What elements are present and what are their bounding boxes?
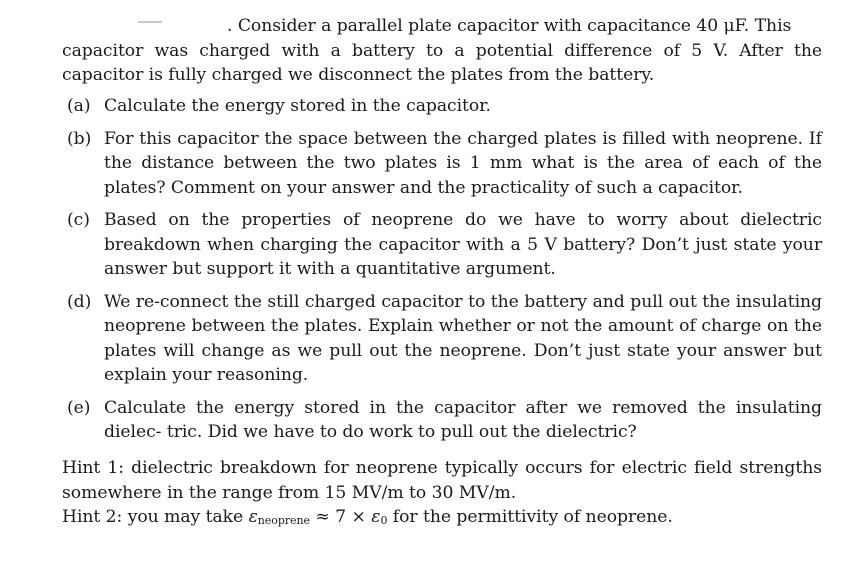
epsilon-symbol: ε: [248, 507, 258, 527]
part-c: [62, 208, 822, 282]
hint-2-prefix: Hint 2: you may take: [62, 507, 249, 527]
part-label: (d): [67, 291, 92, 312]
hint-1: Hint 1: dielectric breakdown for neoprene typically occurs for electric field strengths somewhere in the range from 15 MV/m to 30 MV/m.: [62, 458, 822, 503]
hint-2: [62, 505, 822, 532]
part-label: (a): [67, 96, 91, 116]
intro-body: capacitor was charged with a battery to a potential difference of 5 V. After the capacitor is fully charged we disconnect the plates from the battery.: [62, 40, 822, 85]
epsilon-subscript-neoprene: neoprene: [257, 514, 310, 527]
part-text: For this capacitor the space between the charged plates is filled with neoprene. If the distance between the two plates is 1 mm what is the area of each of the plates? Comment on your answer and the practicality of such a capacitor.: [104, 128, 822, 198]
part-text: We re-connect the still charged capacitor to the battery and pull out the insulating neoprene between the plates. Explain whether or not the amount of charge on the plates will change as we pull out the neoprene. Don’t just state your answer but explain your reasoning.: [104, 291, 822, 385]
intro-first-line: . Consider a parallel plate capacitor with capacitance 40 μF. This: [227, 16, 792, 36]
part-b: [62, 127, 822, 201]
hints-block: [62, 456, 822, 532]
problem-parts: [62, 94, 822, 453]
hint-2-suffix: for the permittivity of neoprene.: [387, 507, 673, 527]
part-text: Based on the properties of neoprene do we have to worry about dielectric breakdown when charging the capacitor with a 5 V battery? Don’t just state your answer but support it with a quantitative argument.: [104, 210, 822, 279]
problem-intro: [62, 14, 822, 88]
epsilon-zero-symbol: ε: [371, 507, 381, 527]
part-text: Calculate the energy stored in the capacitor after we removed the insulating dielec- tric. Did we have to do work to pull out the dielectric?: [104, 397, 822, 442]
part-text: Calculate the energy stored in the capacitor.: [104, 96, 491, 116]
part-d: [62, 290, 822, 388]
part-label: (c): [67, 210, 90, 230]
part-a: [62, 94, 822, 119]
hint-2-mid: ≈ 7 ×: [310, 507, 372, 527]
part-label: (e): [67, 397, 91, 418]
part-e: [62, 396, 822, 445]
part-label: (b): [67, 128, 92, 149]
epsilon-subscript-zero: 0: [380, 514, 388, 527]
